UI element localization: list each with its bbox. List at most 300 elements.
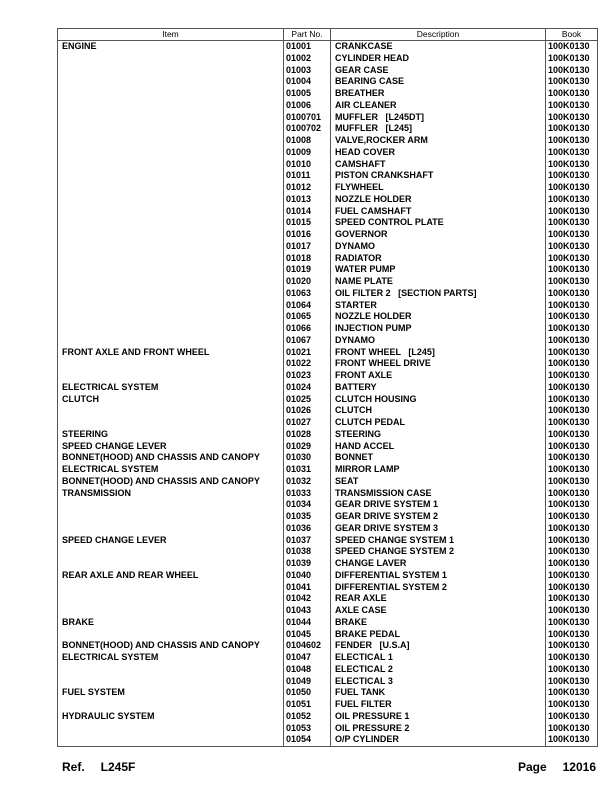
table-row: [58, 229, 597, 241]
description-cell: HEAD COVER: [331, 147, 546, 159]
part-no-cell: 01040: [284, 570, 331, 582]
item-cell: ELECTRICAL SYSTEM: [58, 652, 284, 664]
table-row: [58, 464, 597, 476]
description-cell: FRONT WHEEL [L245]: [331, 347, 546, 359]
table-row: [58, 358, 597, 370]
part-no-cell: 01013: [284, 194, 331, 206]
ref-label: Ref.: [62, 760, 85, 774]
table-row: [58, 664, 597, 676]
book-cell: 100K0130: [548, 135, 590, 145]
table-row: [58, 147, 597, 159]
table-row: [58, 159, 597, 171]
table-row: [58, 311, 597, 323]
item-cell: [58, 311, 284, 323]
table-row: [58, 441, 597, 453]
book-cell: 100K0130: [548, 334, 590, 345]
description-cell: TRANSMISSION CASE: [331, 488, 546, 500]
table-row: [58, 652, 597, 664]
book-cell: 100K0130: [548, 123, 590, 134]
item-cell: [58, 65, 284, 77]
description-cell: NOZZLE HOLDER: [331, 311, 546, 323]
book-cell: 100K0130: [548, 276, 590, 286]
description-cell: REAR AXLE: [331, 593, 546, 605]
table-row: [58, 417, 597, 429]
item-cell: [58, 241, 284, 253]
table-row: [58, 394, 597, 406]
book-cell: 100K0130: [548, 569, 590, 580]
table-row: [58, 182, 597, 194]
header-description: Description: [331, 29, 546, 40]
table-row: [58, 617, 597, 629]
part-no-cell: 01018: [284, 253, 331, 265]
book-cell: 100K0130: [548, 88, 590, 98]
parts-index-table: [57, 28, 598, 747]
table-row: [58, 53, 597, 65]
item-cell: [58, 147, 284, 159]
item-cell: [58, 170, 284, 182]
item-cell: BRAKE: [58, 617, 284, 629]
item-cell: [58, 323, 284, 335]
table-row: [58, 511, 597, 523]
description-cell: ELECTICAL 2: [331, 664, 546, 676]
table-row: [58, 711, 597, 723]
part-no-cell: 01034: [284, 499, 331, 511]
book-cell: 100K0130: [548, 99, 590, 110]
part-no-cell: 01033: [284, 488, 331, 500]
book-cell: 100K0130: [548, 581, 590, 592]
description-cell: FUEL CAMSHAFT: [331, 206, 546, 218]
book-cell: 100K0130: [548, 217, 590, 228]
part-no-cell: 01010: [284, 159, 331, 171]
part-no-cell: 01038: [284, 546, 331, 558]
part-no-cell: 01008: [284, 135, 331, 147]
table-row: [58, 41, 597, 53]
description-cell: CRANKCASE: [331, 41, 546, 53]
item-cell: [58, 159, 284, 171]
item-cell: ELECTRICAL SYSTEM: [58, 464, 284, 476]
part-no-cell: 01024: [284, 382, 331, 394]
book-cell: 100K0130: [548, 358, 590, 369]
description-cell: CYLINDER HEAD: [331, 53, 546, 65]
part-no-cell: 01005: [284, 88, 331, 100]
book-cell: 100K0130: [548, 652, 590, 662]
book-cell: 100K0130: [548, 558, 590, 568]
book-cell: 100K0130: [548, 440, 590, 451]
book-cell: 100K0130: [548, 393, 590, 404]
page-label: Page: [517, 760, 547, 774]
item-cell: [58, 417, 284, 429]
table-header: [58, 29, 597, 41]
item-cell: ENGINE: [58, 41, 284, 53]
item-cell: STEERING: [58, 429, 284, 441]
description-cell: SEAT: [331, 476, 546, 488]
book-cell: 100K0130: [548, 205, 590, 216]
part-no-cell: 01065: [284, 311, 331, 323]
book-cell: 100K0130: [548, 522, 590, 533]
book-cell: 100K0130: [548, 663, 590, 674]
item-cell: BONNET(HOOD) AND CHASSIS AND CANOPY: [58, 640, 284, 652]
part-no-cell: 01032: [284, 476, 331, 488]
item-cell: [58, 76, 284, 88]
book-cell: 100K0130: [548, 534, 590, 545]
table-row: [58, 488, 597, 500]
description-cell: BATTERY: [331, 382, 546, 394]
book-cell: 100K0130: [548, 264, 590, 275]
table-row: [58, 217, 597, 229]
table-row: [58, 253, 597, 265]
part-no-cell: 01047: [284, 652, 331, 664]
item-cell: TRANSMISSION: [58, 488, 284, 500]
description-cell: FENDER [U.S.A]: [331, 640, 546, 652]
book-cell: 100K0130: [548, 628, 590, 639]
item-cell: FRONT AXLE AND FRONT WHEEL: [58, 347, 284, 359]
table-row: [58, 194, 597, 206]
book-cell: 100K0130: [548, 240, 590, 251]
part-no-cell: 01029: [284, 441, 331, 453]
item-cell: [58, 582, 284, 594]
table-row: [58, 535, 597, 547]
book-cell: 100K0130: [548, 722, 590, 733]
table-row: [58, 300, 597, 312]
table-row: [58, 593, 597, 605]
item-cell: [58, 676, 284, 688]
item-cell: FUEL SYSTEM: [58, 687, 284, 699]
item-cell: [58, 276, 284, 288]
description-cell: FLYWHEEL: [331, 182, 546, 194]
header-item: Item: [58, 29, 284, 40]
description-cell: GEAR DRIVE SYSTEM 2: [331, 511, 546, 523]
book-cell: 100K0130: [548, 170, 590, 181]
book-cell: 100K0130: [548, 76, 590, 87]
description-cell: DIFFERENTIAL SYSTEM 2: [331, 582, 546, 594]
item-cell: [58, 100, 284, 112]
description-cell: GOVERNOR: [331, 229, 546, 241]
book-cell: 100K0130: [548, 710, 590, 721]
part-no-cell: 01020: [284, 276, 331, 288]
item-cell: CLUTCH: [58, 394, 284, 406]
item-cell: SPEED CHANGE LEVER: [58, 441, 284, 453]
part-no-cell: 01030: [284, 452, 331, 464]
part-no-cell: 01022: [284, 358, 331, 370]
item-cell: [58, 593, 284, 605]
item-cell: [58, 53, 284, 65]
part-no-cell: 01023: [284, 370, 331, 382]
table-row: [58, 335, 597, 347]
description-cell: WATER PUMP: [331, 264, 546, 276]
description-cell: DIFFERENTIAL SYSTEM 1: [331, 570, 546, 582]
description-cell: BEARING CASE: [331, 76, 546, 88]
description-cell: CAMSHAFT: [331, 159, 546, 171]
part-no-cell: 01031: [284, 464, 331, 476]
table-row: [58, 241, 597, 253]
description-cell: CHANGE LAVER: [331, 558, 546, 570]
description-cell: DYNAMO: [331, 241, 546, 253]
item-cell: [58, 123, 284, 135]
description-cell: BONNET: [331, 452, 546, 464]
description-cell: SPEED CONTROL PLATE: [331, 217, 546, 229]
table-row: [58, 382, 597, 394]
book-cell: 100K0130: [548, 687, 590, 698]
description-cell: INJECTION PUMP: [331, 323, 546, 335]
table-row: [58, 100, 597, 112]
table-row: [58, 723, 597, 735]
table-row: [58, 558, 597, 570]
description-cell: BREATHER: [331, 88, 546, 100]
description-cell: VALVE,ROCKER ARM: [331, 135, 546, 147]
book-cell: 100K0130: [548, 405, 590, 416]
item-cell: [58, 370, 284, 382]
book-cell: 100K0130: [548, 64, 590, 75]
description-cell: FUEL FILTER: [331, 699, 546, 711]
item-cell: [58, 135, 284, 147]
book-cell: 100K0130: [548, 452, 590, 463]
item-cell: REAR AXLE AND REAR WHEEL: [58, 570, 284, 582]
table-row: [58, 135, 597, 147]
book-cell: 100K0130: [548, 229, 590, 239]
table-row: [58, 276, 597, 288]
book-cell: 100K0130: [548, 499, 590, 510]
item-cell: [58, 523, 284, 535]
item-cell: [58, 182, 284, 194]
part-no-cell: 01015: [284, 217, 331, 229]
table-row: [58, 206, 597, 218]
part-no-cell: 01014: [284, 206, 331, 218]
part-no-cell: 01025: [284, 394, 331, 406]
item-cell: [58, 229, 284, 241]
book-cell: 100K0130: [548, 287, 590, 298]
book-cell: 100K0130: [548, 417, 590, 427]
description-cell: GEAR CASE: [331, 65, 546, 77]
part-no-cell: 01017: [284, 241, 331, 253]
description-cell: AIR CLEANER: [331, 100, 546, 112]
part-no-cell: 01045: [284, 629, 331, 641]
table-row: [58, 499, 597, 511]
book-cell: 100K0130: [548, 546, 590, 557]
description-cell: GEAR DRIVE SYSTEM 1: [331, 499, 546, 511]
part-no-cell: 01019: [284, 264, 331, 276]
header-part-no: Part No.: [284, 29, 331, 40]
item-cell: [58, 734, 284, 746]
description-cell: BRAKE: [331, 617, 546, 629]
book-cell: 100K0130: [548, 193, 590, 204]
book-cell: 100K0130: [548, 146, 590, 157]
table-row: [58, 347, 597, 359]
item-cell: SPEED CHANGE LEVER: [58, 535, 284, 547]
part-no-cell: 01037: [284, 535, 331, 547]
part-no-cell: 01067: [284, 335, 331, 347]
book-cell: 100K0130: [548, 158, 590, 169]
description-cell: MIRROR LAMP: [331, 464, 546, 476]
book-cell: 100K0130: [548, 111, 590, 122]
item-cell: [58, 300, 284, 312]
item-cell: [58, 194, 284, 206]
item-cell: [58, 664, 284, 676]
table-row: [58, 734, 597, 746]
book-cell: 100K0130: [548, 252, 590, 263]
description-cell: ELECTICAL 3: [331, 676, 546, 688]
item-cell: [58, 499, 284, 511]
description-cell: CLUTCH HOUSING: [331, 394, 546, 406]
table-row: [58, 288, 597, 300]
part-no-cell: 0104602: [284, 640, 331, 652]
description-cell: CLUTCH PEDAL: [331, 417, 546, 429]
description-cell: NAME PLATE: [331, 276, 546, 288]
description-cell: SPEED CHANGE SYSTEM 2: [331, 546, 546, 558]
part-no-cell: 01052: [284, 711, 331, 723]
item-cell: BONNET(HOOD) AND CHASSIS AND CANOPY: [58, 476, 284, 488]
page-number: [518, 760, 596, 774]
part-no-cell: 01063: [284, 288, 331, 300]
part-no-cell: 0100701: [284, 112, 331, 124]
item-cell: [58, 699, 284, 711]
part-no-cell: 01041: [284, 582, 331, 594]
part-no-cell: 01012: [284, 182, 331, 194]
part-no-cell: 01039: [284, 558, 331, 570]
part-no-cell: 01035: [284, 511, 331, 523]
part-no-cell: 01027: [284, 417, 331, 429]
book-cell: 100K0130: [548, 640, 590, 651]
part-no-cell: 01051: [284, 699, 331, 711]
table-row: [58, 546, 597, 558]
description-cell: O/P CYLINDER: [331, 734, 546, 746]
table-row: [58, 112, 597, 124]
part-no-cell: 01028: [284, 429, 331, 441]
item-cell: [58, 723, 284, 735]
item-cell: [58, 629, 284, 641]
item-cell: [58, 546, 284, 558]
book-cell: 100K0130: [548, 346, 590, 357]
item-cell: [58, 112, 284, 124]
description-cell: BRAKE PEDAL: [331, 629, 546, 641]
table-row: [58, 582, 597, 594]
book-cell: 100K0130: [548, 299, 590, 310]
book-cell: 100K0130: [548, 734, 590, 745]
part-no-cell: 01009: [284, 147, 331, 159]
table-body: [58, 41, 597, 746]
part-no-cell: 01006: [284, 100, 331, 112]
book-cell: 100K0130: [548, 311, 590, 322]
description-cell: FRONT AXLE: [331, 370, 546, 382]
description-cell: HAND ACCEL: [331, 441, 546, 453]
description-cell: FRONT WHEEL DRIVE: [331, 358, 546, 370]
part-no-cell: 01054: [284, 734, 331, 746]
part-no-cell: 01021: [284, 347, 331, 359]
description-cell: PISTON CRANKSHAFT: [331, 170, 546, 182]
book-cell: 100K0130: [548, 475, 590, 486]
table-row: [58, 570, 597, 582]
description-cell: STEERING: [331, 429, 546, 441]
part-no-cell: 01064: [284, 300, 331, 312]
item-cell: [58, 558, 284, 570]
item-cell: [58, 288, 284, 300]
item-cell: [58, 358, 284, 370]
part-no-cell: 01011: [284, 170, 331, 182]
table-row: [58, 370, 597, 382]
description-cell: STARTER: [331, 300, 546, 312]
item-cell: [58, 511, 284, 523]
reference: [62, 760, 135, 774]
description-cell: RADIATOR: [331, 253, 546, 265]
item-cell: HYDRAULIC SYSTEM: [58, 711, 284, 723]
table-row: [58, 170, 597, 182]
book-cell: 100K0130: [548, 699, 590, 709]
book-cell: 100K0130: [548, 428, 590, 439]
part-no-cell: 01049: [284, 676, 331, 688]
ref-value: L245F: [100, 760, 136, 774]
description-cell: CLUTCH: [331, 405, 546, 417]
table-row: [58, 264, 597, 276]
book-cell: 100K0130: [548, 182, 590, 192]
page-value: 12016: [562, 760, 596, 774]
table-row: [58, 405, 597, 417]
part-no-cell: 01026: [284, 405, 331, 417]
description-cell: OIL PRESSURE 1: [331, 711, 546, 723]
table-row: [58, 629, 597, 641]
table-row: [58, 429, 597, 441]
book-cell: 100K0130: [548, 381, 590, 392]
table-row: [58, 452, 597, 464]
description-cell: DYNAMO: [331, 335, 546, 347]
table-row: [58, 65, 597, 77]
description-cell: ELECTICAL 1: [331, 652, 546, 664]
part-no-cell: 01044: [284, 617, 331, 629]
description-cell: GEAR DRIVE SYSTEM 3: [331, 523, 546, 535]
book-cell: 100K0130: [548, 370, 590, 380]
part-no-cell: 0100702: [284, 123, 331, 135]
description-cell: AXLE CASE: [331, 605, 546, 617]
part-no-cell: 01016: [284, 229, 331, 241]
item-cell: [58, 605, 284, 617]
book-cell: 100K0130: [548, 323, 590, 333]
item-cell: [58, 88, 284, 100]
description-cell: OIL PRESSURE 2: [331, 723, 546, 735]
item-cell: [58, 335, 284, 347]
part-no-cell: 01066: [284, 323, 331, 335]
table-row: [58, 523, 597, 535]
description-cell: SPEED CHANGE SYSTEM 1: [331, 535, 546, 547]
part-no-cell: 01002: [284, 53, 331, 65]
part-no-cell: 01004: [284, 76, 331, 88]
book-cell: 100K0130: [548, 487, 590, 498]
part-no-cell: 01050: [284, 687, 331, 699]
item-cell: ELECTRICAL SYSTEM: [58, 382, 284, 394]
table-row: [58, 88, 597, 100]
part-no-cell: 01001: [284, 41, 331, 53]
part-no-cell: 01003: [284, 65, 331, 77]
part-no-cell: 01042: [284, 593, 331, 605]
table-row: [58, 605, 597, 617]
book-cell: 100K0130: [548, 41, 590, 51]
book-cell: 100K0130: [548, 511, 590, 521]
book-cell: 100K0130: [548, 675, 590, 686]
book-cell: 100K0130: [548, 52, 590, 63]
item-cell: [58, 206, 284, 218]
item-cell: [58, 264, 284, 276]
book-cell: 100K0130: [548, 605, 590, 615]
part-no-cell: 01043: [284, 605, 331, 617]
item-cell: [58, 217, 284, 229]
table-row: [58, 676, 597, 688]
table-row: [58, 323, 597, 335]
part-no-cell: 01048: [284, 664, 331, 676]
item-cell: BONNET(HOOD) AND CHASSIS AND CANOPY: [58, 452, 284, 464]
description-cell: MUFFLER [L245DT]: [331, 112, 546, 124]
description-cell: OIL FILTER 2 [SECTION PARTS]: [331, 288, 546, 300]
header-book: Book: [561, 29, 582, 39]
item-cell: [58, 253, 284, 265]
book-cell: 100K0130: [548, 616, 590, 627]
table-row: [58, 76, 597, 88]
